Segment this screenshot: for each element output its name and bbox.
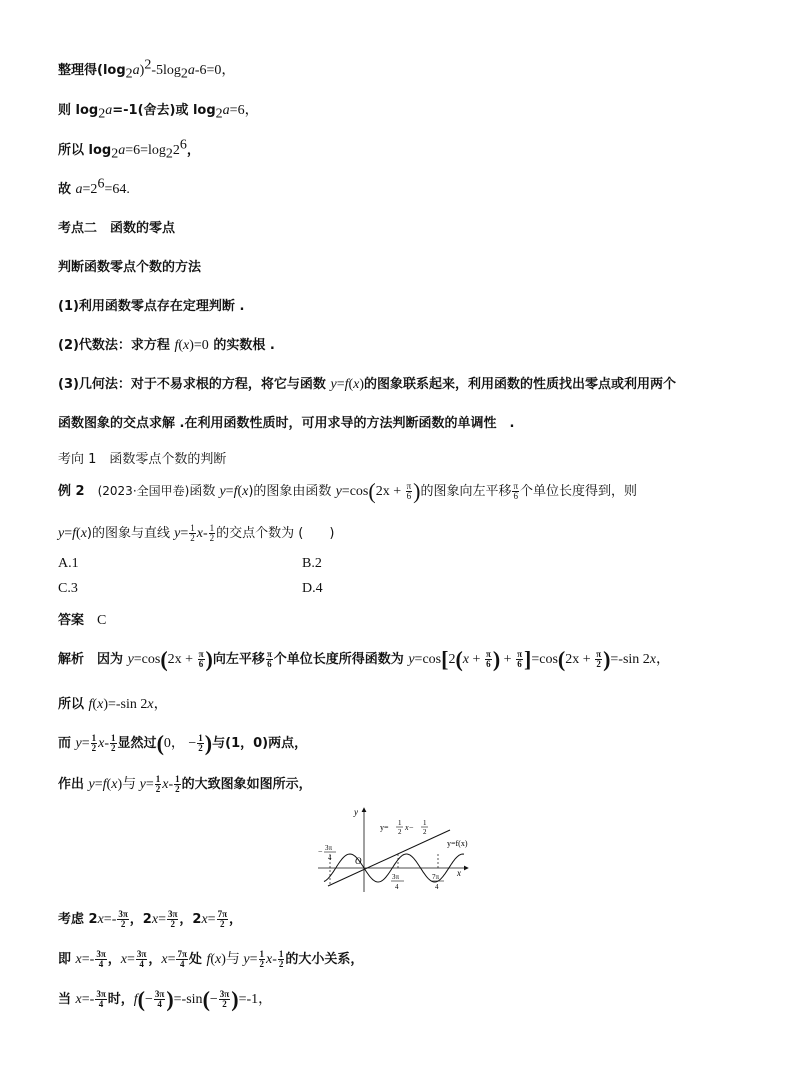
derivation-line-1: 整理得$(\log_2a)^2-5\log_2a-6=0$， bbox=[58, 57, 236, 82]
line-label-x: x− bbox=[405, 823, 414, 832]
tick-3pi-4-den: 4 bbox=[395, 883, 399, 891]
tick-neg-3pi-4-minus: − bbox=[318, 847, 323, 856]
derivation-line-2: 则 $\log_2a=-1$(舍去)或 $\log_2a=6$， bbox=[58, 103, 259, 122]
section-heading: 考点二 函数的零点 bbox=[58, 221, 176, 236]
tick-3pi-4-num: 3π bbox=[392, 873, 400, 881]
analysis-line-6: 即 x=- $\frac{3\pi}{4}$ ，x= $\frac{3\pi}{4}$ ，x= $\frac{7\pi}{4}$ 处 f(x)与 y= $\frac{1}{2}$ x- $\frac{1}{2}$ 的大小关系， bbox=[58, 949, 364, 969]
derivation-line-3: 所以 $\log_2a=6=\log_22^6$， bbox=[58, 137, 200, 162]
method-3: (3)几何法：对于不易求根的方程，将它与函数 y=f(x)的图象联系起来，利用函数的性质找出零点或利用两个 bbox=[58, 377, 677, 392]
method-2: (2)代数法：求方程 f(x)=0 的实数根 . bbox=[58, 338, 275, 353]
analysis-line-7: 当 x=- $\frac{3\pi}{4}$ 时，f(− $\frac{3\pi}{4}$ )=-sin(− $\frac{3\pi}{2}$ )=-1， bbox=[58, 986, 273, 1012]
function-graph-figure bbox=[310, 804, 486, 896]
tick-neg-3pi-4-den: 4 bbox=[328, 854, 332, 862]
analysis-line-4: 作出 y=f(x)与 y= $\frac{1}{2}$ x- $\frac{1}{2}$ 的大致图象如图所示， bbox=[58, 774, 312, 794]
origin-label: O bbox=[355, 856, 362, 866]
analysis-line-2: 所以 f(x)=-sin 2x， bbox=[58, 697, 168, 712]
analysis-line-3: 而 y= $\frac{1}{2}$ x- $\frac{1}{2}$ 显然过(0， − $\frac{1}{2}$ )与(1，0)两点， bbox=[58, 730, 308, 756]
curve-label: y=f(x) bbox=[447, 839, 468, 848]
kaoxiang-heading: 考向 1 函数零点个数的判断 bbox=[58, 452, 227, 467]
option-c: C.3 bbox=[58, 581, 78, 596]
option-d: D.4 bbox=[302, 581, 323, 596]
line-label-frac2-den: 2 bbox=[423, 828, 427, 836]
option-b: B.2 bbox=[302, 556, 322, 571]
method-3-cont: 函数图象的交点求解 .在利用函数性质时，可用求导的方法判断函数的单调性 . bbox=[58, 416, 515, 431]
line-label-frac1-num: 1 bbox=[398, 819, 402, 827]
analysis-line-1: 解析 因为 y=cos(2x + $\frac{\pi}{6}$ )向左平移 $\frac{\pi}{6}$ 个单位长度所得函数为 y=cos[2(x + $\frac{\pi}{6}$ ) + $\frac{\pi}{6}$ ]=cos(2x + $\frac{\pi}{2}$ )=-sin 2x， bbox=[58, 646, 671, 672]
method-1: (1)利用函数零点存在定理判断 . bbox=[58, 299, 245, 314]
answer: 答案 C bbox=[58, 613, 107, 628]
y-axis-label: y bbox=[354, 807, 358, 817]
analysis-line-5: 考虑 2x=- $\frac{3\pi}{2}$ ，2x= $\frac{3\pi}{2}$ ，2x= $\frac{7\pi}{2}$ ， bbox=[58, 909, 243, 929]
derivation-line-4: 故 $a=2^6=64$. bbox=[58, 176, 130, 197]
line-label-prefix: y= bbox=[380, 823, 389, 832]
line-label-frac1-den: 2 bbox=[398, 828, 402, 836]
option-a: A.1 bbox=[58, 556, 79, 571]
tick-7pi-4-den: 4 bbox=[435, 883, 439, 891]
line-label-frac2-num: 1 bbox=[423, 819, 427, 827]
tick-7pi-4-num: 7π bbox=[432, 873, 440, 881]
example-2-line-2: y=f(x)的图象与直线 y= $\frac{1}{2}$ x- $\frac{1}{2}$ 的交点个数为 ( ) bbox=[58, 523, 335, 543]
tick-neg-3pi-4-num: 3π bbox=[325, 844, 333, 852]
example-2-line-1: 例 2 (2023·全国甲卷)函数 y=f(x)的图象由函数 y=cos(2x + $\frac{\pi}{6}$ )的图象向左平移 $\frac{\pi}{6}$ 个单位长度得到，则 bbox=[58, 478, 638, 504]
method-title: 判断函数零点个数的方法 bbox=[58, 260, 202, 275]
x-axis-label: x bbox=[457, 868, 461, 878]
